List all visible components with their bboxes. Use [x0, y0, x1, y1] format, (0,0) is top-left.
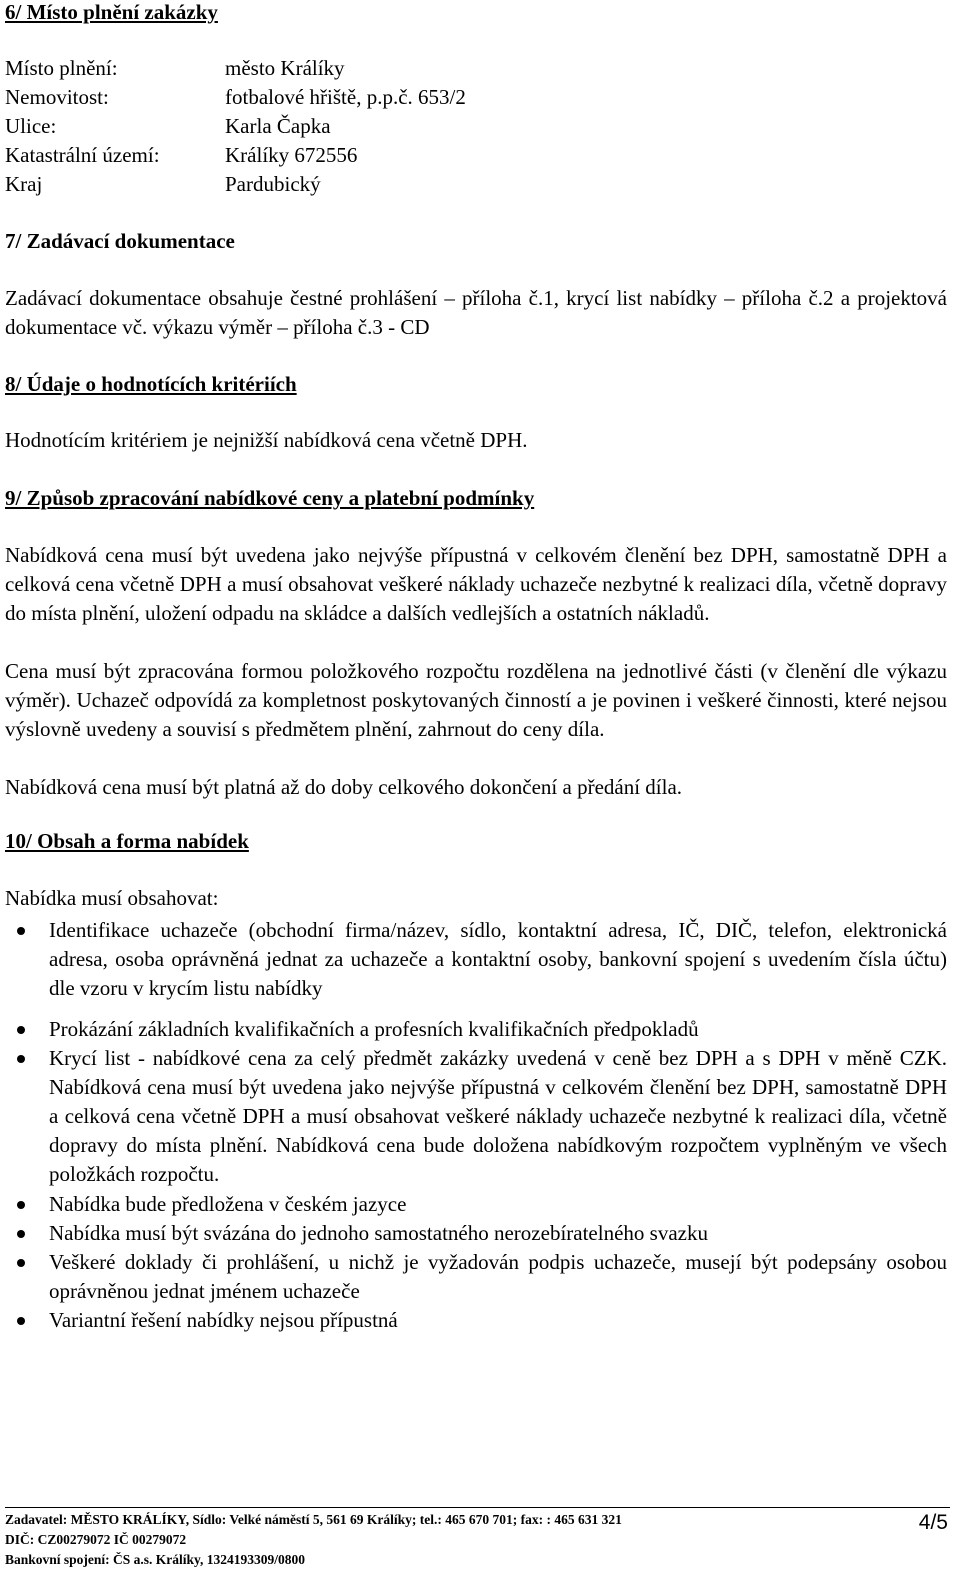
list-item: Nabídka musí být svázána do jednoho samostatného nerozebíratelného svazku [49, 1221, 708, 1245]
section-9-paragraph-3: Nabídková cena musí být platná až do doby celkového dokončení a předání díla. [5, 775, 683, 799]
section-10-intro: Nabídka musí obsahovat: [5, 886, 219, 910]
footer-divider [5, 1507, 950, 1508]
bullet-icon [17, 1055, 25, 1063]
section-10-heading: 10/ Obsah a forma nabídek [5, 829, 249, 853]
list-item: Prokázání základních kvalifikačních a profesních kvalifikačních předpokladů [49, 1017, 699, 1041]
property-label: Nemovitost: [5, 85, 109, 109]
footer-bank: Bankovní spojení: ČS a.s. Králíky, 1324193309/0800 [5, 1552, 306, 1567]
cadastral-label: Katastrální území: [5, 143, 160, 167]
cadastral-value: Králíky 672556 [225, 143, 358, 167]
place-label: Místo plnění: [5, 56, 118, 80]
page-number: 4/5 [918, 1511, 948, 1534]
street-value: Karla Čapka [225, 114, 331, 138]
property-value: fotbalové hřiště, p.p.č. 653/2 [225, 85, 466, 109]
region-value: Pardubický [225, 172, 321, 196]
list-item: Veškeré doklady či prohlášení, u nichž je vyžadován podpis uchazeče, musejí být podepsány osobou oprávněnou jednat jménem uchazeče [49, 1250, 947, 1303]
list-item: Nabídka bude předložena v českém jazyce [49, 1192, 407, 1216]
bullet-icon [17, 1317, 25, 1325]
footer-contractor: Zadavatel: MĚSTO KRÁLÍKY, Sídlo: Velké náměstí 5, 561 69 Králíky; tel.: 465 670 701; fax: : 465 631 321 [5, 1512, 622, 1527]
bullet-icon [17, 1230, 25, 1238]
bullet-icon [17, 1026, 25, 1034]
section-7-text: Zadávací dokumentace obsahuje čestné prohlášení – příloha č.1, krycí list nabídky – příloha č.2 a projektová dokumentace vč. výkazu výměr – příloha č.3 - CD [5, 286, 947, 339]
section-8-text: Hodnotícím kritériem je nejnižší nabídková cena včetně DPH. [5, 428, 528, 452]
section-9-paragraph-1: Nabídková cena musí být uvedena jako nejvýše přípustná v celkovém členění bez DPH, samostatně DPH a celková cena včetně DPH a musí obsahovat veškeré náklady uchazeče nezbytné k realizaci díla, včetně dopravy do místa plnění, uložení odpadu na skládce a dalších vedlejších a ostatních nákladů. [5, 543, 947, 625]
list-item: Variantní řešení nabídky nejsou přípustná [49, 1308, 398, 1332]
section-7-heading: 7/ Zadávací dokumentace [5, 229, 235, 253]
footer-tax-ids: DIČ: CZ00279072 IČ 00279072 [5, 1532, 187, 1547]
section-9-heading: 9/ Způsob zpracování nabídkové ceny a platební podmínky [5, 486, 535, 510]
section-9-paragraph-2: Cena musí být zpracována formou položkového rozpočtu rozdělena na jednotlivé části (v členění dle výkazu výměr). Uchazeč odpovídá za kompletnost poskytovaných činností a je povinen i veškeré činnosti, které nejsou výslovně uvedeny a souvisí s předmětem plnění, zahrnout do ceny díla. [5, 659, 947, 741]
section-8-heading: 8/ Údaje o hodnotících kritériích [5, 372, 297, 396]
section-6-heading: 6/ Místo plnění zakázky [5, 0, 218, 24]
bullet-icon [17, 1201, 25, 1209]
region-label: Kraj [5, 172, 43, 196]
list-item: Krycí list - nabídkové cena za celý předmět zakázky uvedená v ceně bez DPH a s DPH v měně CZK. Nabídková cena musí být uvedena jako nejvýše přípustná v celkovém členění bez DPH, samostatně DPH a celková cena včetně DPH a musí obsahovat veškeré náklady uchazeče nezbytné k realizaci díla, včetně dopravy do místa plnění. Nabídková cena bude doložena nabídkovým rozpočtem vyplněným ve všech položkách rozpočtu. [49, 1046, 947, 1186]
bullet-icon [17, 927, 25, 935]
street-label: Ulice: [5, 114, 57, 138]
place-value: město Králíky [225, 56, 345, 80]
list-item: Identifikace uchazeče (obchodní firma/název, sídlo, kontaktní adresa, IČ, DIČ, telefon, elektronická adresa, osoba oprávněná jednat za uchazeče a kontaktní osoby, bankovní spojení s uvedením čísla účtu) dle vzoru v krycím listu nabídky [49, 918, 947, 1000]
bullet-icon [17, 1259, 25, 1267]
